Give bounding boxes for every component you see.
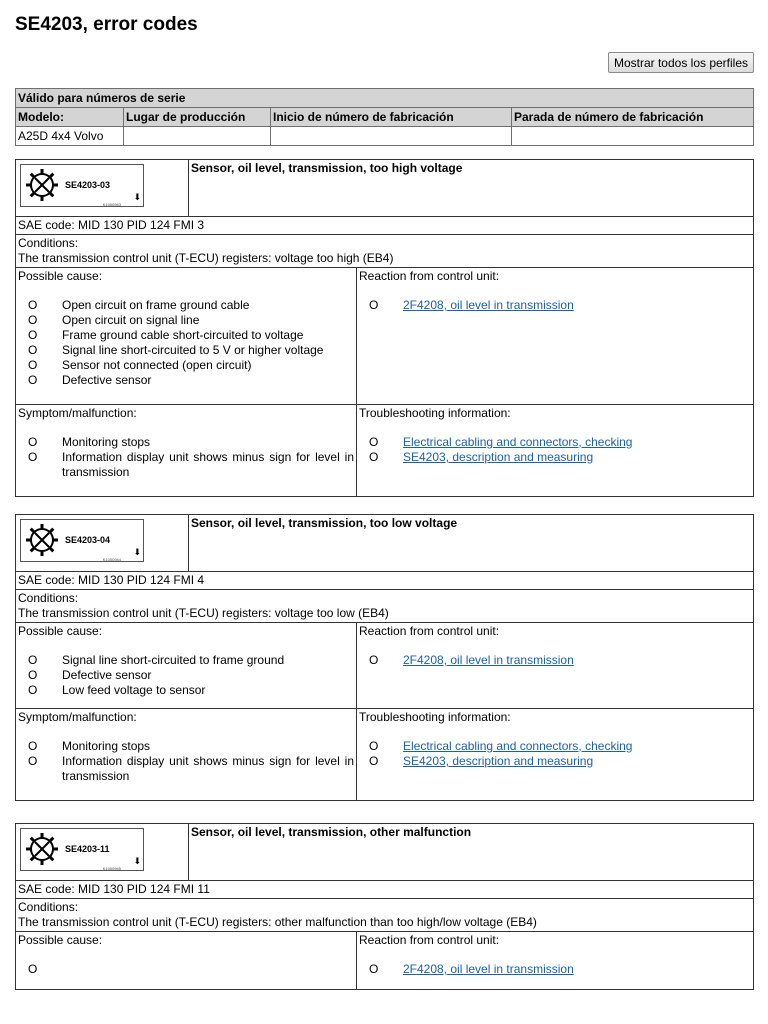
fault-title: Sensor, oil level, transmission, other malfunction: [191, 825, 472, 839]
troubleshooting-link[interactable]: SE4203, description and measuring: [403, 450, 594, 464]
cause-text: Sensor not connected (open circuit): [62, 358, 252, 372]
bullet-circle: O: [369, 754, 379, 768]
error-code-symbol: [20, 519, 144, 562]
show-all-profiles-button[interactable]: Mostrar todos los perfiles: [608, 52, 754, 73]
possible-cause-section: [16, 268, 357, 404]
troubleshooting-list: [359, 739, 751, 769]
symptom-label: Symptom/malfunction:: [18, 710, 137, 724]
reaction-label: Reaction from control unit:: [359, 269, 500, 283]
error-code-block: [15, 514, 754, 801]
cause-text: Low feed voltage to sensor: [62, 683, 206, 697]
bullet-circle: O: [28, 450, 38, 464]
cause-reaction-row: [16, 931, 753, 989]
reaction-label: Reaction from control unit:: [359, 624, 500, 638]
symptom-item: [18, 450, 354, 480]
symptom-item: [18, 739, 354, 754]
symptom-text: Monitoring stops: [62, 435, 151, 449]
cause-item: [18, 683, 354, 698]
bullet-circle: O: [28, 754, 38, 768]
symbol-code-label: SE4203-03: [65, 180, 111, 190]
bullet-circle: O: [28, 739, 38, 753]
sae-code: SAE code: MID 130 PID 124 FMI 3: [16, 216, 753, 234]
symptom-item: [18, 435, 354, 450]
cause-item: [18, 373, 354, 388]
bullet-circle: O: [28, 962, 38, 976]
fault-title: Sensor, oil level, transmission, too low voltage: [191, 516, 458, 530]
cause-list: [18, 653, 354, 698]
cell-model: A25D 4x4 Volvo: [16, 127, 124, 146]
cause-item: [18, 358, 354, 373]
symbol-reference: K1000945: [102, 866, 121, 871]
cause-item: [18, 313, 354, 328]
cause-text: Open circuit on frame ground cable: [62, 298, 250, 312]
reaction-item: [359, 962, 751, 977]
serial-number-table: [15, 88, 754, 146]
symptom-section: [16, 405, 357, 496]
cause-text: Signal line short-circuited to frame ground: [62, 653, 285, 667]
symbol-cell: [16, 824, 189, 880]
reaction-list: [359, 962, 751, 977]
possible-cause-label: Possible cause:: [18, 269, 103, 283]
troubleshooting-label: Troubleshooting information:: [359, 406, 511, 420]
arrow-down-icon: ⬇: [133, 547, 141, 557]
error-code-header: [16, 160, 753, 216]
bullet-circle: O: [28, 298, 38, 312]
col-header-stop-number: Parada de número de fabricación: [512, 108, 754, 127]
troubleshooting-label: Troubleshooting information:: [359, 710, 511, 724]
symbol-reference: K1000944: [102, 557, 121, 562]
troubleshooting-item: [359, 739, 751, 754]
bullet-circle: O: [369, 435, 379, 449]
cause-text: Frame ground cable short-circuited to voltage: [62, 328, 304, 342]
troubleshooting-section: [357, 709, 753, 800]
conditions-text: The transmission control unit (T-ECU) registers: other malfunction than too high/low voltage (EB4): [18, 915, 537, 929]
symptom-text: Information display unit shows minus sign for level in transmission: [62, 754, 354, 783]
bullet-circle: O: [28, 668, 38, 682]
cell-production-site: [124, 127, 271, 146]
reaction-list: [359, 298, 751, 313]
possible-cause-label: Possible cause:: [18, 933, 103, 947]
conditions-label: Conditions:: [18, 236, 79, 250]
symbol-cell: [16, 515, 189, 571]
troubleshooting-section: [357, 405, 753, 496]
cause-item: [18, 328, 354, 343]
bullet-circle: O: [369, 450, 379, 464]
error-code-symbol: [20, 828, 144, 871]
reaction-section: [357, 623, 753, 708]
bullet-circle: O: [28, 373, 38, 387]
symbol-code-label: SE4203-11: [65, 844, 110, 854]
cause-item: [18, 343, 354, 358]
bullet-circle: O: [369, 739, 379, 753]
troubleshooting-item: [359, 435, 751, 450]
reaction-item: [359, 298, 751, 313]
col-header-model: Modelo:: [16, 108, 124, 127]
bullet-circle: O: [28, 343, 38, 357]
col-header-production-site: Lugar de producción: [124, 108, 271, 127]
symptom-troubleshooting-row: [16, 708, 753, 800]
conditions-text: The transmission control unit (T-ECU) registers: voltage too high (EB4): [18, 251, 394, 265]
reaction-list: [359, 653, 751, 668]
bullet-circle: O: [28, 358, 38, 372]
gear-sensor-icon: [24, 831, 60, 867]
troubleshooting-link[interactable]: Electrical cabling and connectors, checking: [403, 435, 633, 449]
symbol-reference: K1000943: [102, 202, 121, 207]
cause-text: Defective sensor: [62, 668, 152, 682]
page-title: SE4203, error codes: [15, 14, 198, 35]
troubleshooting-link[interactable]: SE4203, description and measuring: [403, 754, 594, 768]
fault-title: Sensor, oil level, transmission, too high voltage: [191, 161, 463, 175]
cause-text: Open circuit on signal line: [62, 313, 200, 327]
conditions: [16, 234, 753, 267]
bullet-circle: O: [28, 435, 38, 449]
arrow-down-icon: ⬇: [133, 856, 141, 866]
col-header-start-number: Inicio de número de fabricación: [271, 108, 512, 127]
cause-item: [18, 298, 354, 313]
reaction-link[interactable]: 2F4208, oil level in transmission: [403, 298, 574, 312]
symptom-troubleshooting-row: [16, 404, 753, 496]
symptom-list: [18, 739, 354, 784]
symptom-label: Symptom/malfunction:: [18, 406, 137, 420]
troubleshooting-link[interactable]: Electrical cabling and connectors, checking: [403, 739, 633, 753]
possible-cause-section: [16, 932, 357, 989]
bullet-circle: O: [28, 653, 38, 667]
symptom-list: [18, 435, 354, 480]
bullet-circle: O: [369, 962, 379, 976]
symptom-section: [16, 709, 357, 800]
error-code-header: [16, 515, 753, 571]
reaction-section: [357, 268, 753, 404]
error-code-block: [15, 159, 754, 497]
cause-list: [18, 298, 354, 388]
bullet-circle: O: [369, 298, 379, 312]
reaction-label: Reaction from control unit:: [359, 933, 500, 947]
reaction-link[interactable]: 2F4208, oil level in transmission: [403, 962, 574, 976]
cell-start-number: [271, 127, 512, 146]
symbol-cell: [16, 160, 189, 216]
cause-text: Defective sensor: [62, 373, 152, 387]
symptom-text: Information display unit shows minus sign for level in transmission: [62, 450, 354, 479]
error-code-header: [16, 824, 753, 880]
reaction-section: [357, 932, 753, 989]
troubleshooting-list: [359, 435, 751, 465]
cause-text: Signal line short-circuited to 5 V or higher voltage: [62, 343, 324, 357]
bullet-circle: O: [28, 328, 38, 342]
conditions: [16, 898, 753, 931]
conditions-text: The transmission control unit (T-ECU) registers: voltage too low (EB4): [18, 606, 389, 620]
cell-stop-number: [512, 127, 754, 146]
conditions-label: Conditions:: [18, 591, 79, 605]
error-code-block: [15, 823, 754, 990]
reaction-item: [359, 653, 751, 668]
sae-code: SAE code: MID 130 PID 124 FMI 4: [16, 571, 753, 589]
cause-reaction-row: [16, 267, 753, 404]
possible-cause-section: [16, 623, 357, 708]
bullet-circle: O: [369, 653, 379, 667]
troubleshooting-item: [359, 450, 751, 465]
symbol-code-label: SE4203-04: [65, 535, 111, 545]
cause-reaction-row: [16, 622, 753, 708]
cause-item: [18, 668, 354, 683]
troubleshooting-item: [359, 754, 751, 769]
gear-sensor-icon: [24, 522, 60, 558]
sae-code: SAE code: MID 130 PID 124 FMI 11: [16, 880, 753, 898]
symptom-item: [18, 754, 354, 784]
symptom-text: Monitoring stops: [62, 739, 151, 753]
possible-cause-label: Possible cause:: [18, 624, 103, 638]
arrow-down-icon: ⬇: [133, 192, 141, 202]
error-code-symbol: [20, 164, 144, 207]
gear-sensor-icon: [24, 167, 60, 203]
conditions: [16, 589, 753, 622]
reaction-link[interactable]: 2F4208, oil level in transmission: [403, 653, 574, 667]
serial-table-header: Válido para números de serie: [16, 89, 754, 108]
cause-item: [18, 653, 354, 668]
bullet-circle: O: [28, 683, 38, 697]
bullet-circle: O: [28, 313, 38, 327]
conditions-label: Conditions:: [18, 900, 79, 914]
